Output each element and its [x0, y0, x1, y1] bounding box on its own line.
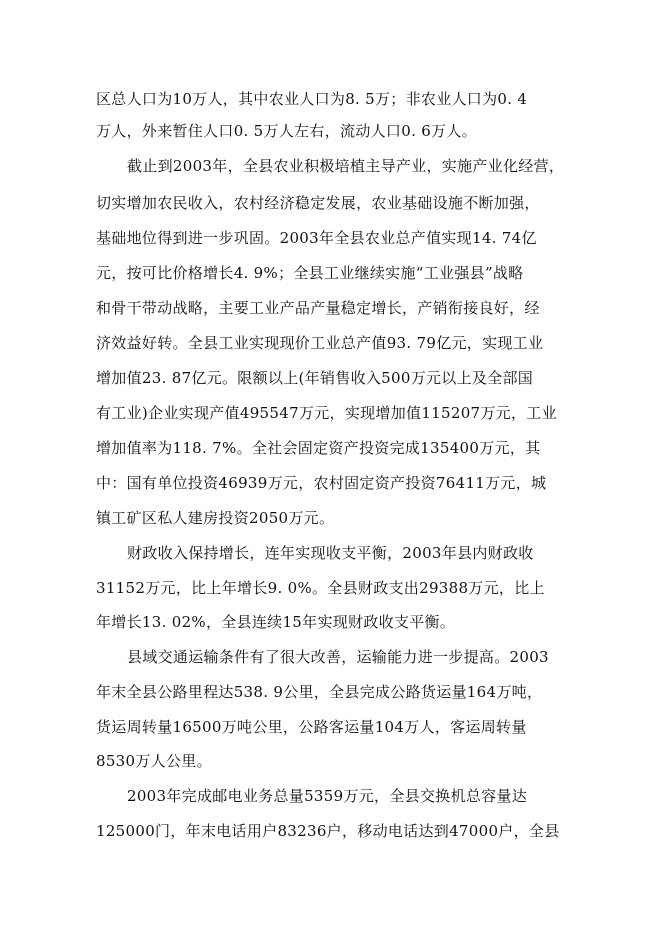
text-line: 区总人口为10万人，其中农业人口为8. 5万；非农业人口为0. 4 — [96, 90, 528, 108]
text-line: 济效益好转。全县工业实现现价工业总产值93. 79亿元，实现工业 — [96, 334, 544, 352]
text-line: 8530万人公里。 — [96, 752, 212, 770]
text-line: 货运周转量16500万吨公里，公路客运量104万人，客运周转量 — [96, 718, 527, 736]
text-line: 基础地位得到进一步巩固。2003年全县农业总产值实现14. 74亿 — [96, 229, 537, 247]
text-line: 切实增加农民收入，农村经济稳定发展，农业基础设施不断加强， — [96, 194, 540, 212]
text-line: 和骨干带动战略，主要工业产品产量稳定增长，产销衔接良好，经 — [96, 299, 540, 317]
text-line: 增加值23. 87亿元。限额以上(年销售收入500万元以上及全部国 — [96, 369, 534, 387]
text-line: 31152万元，比上年增长9. 0%。全县财政支出29388万元，比上 — [96, 579, 545, 597]
text-line: 有工业)企业实现产值495547万元，实现增加值115207万元，工业 — [96, 404, 557, 422]
text-line: 万人，外来暂住人口0. 5万人左右，流动人口0. 6万人。 — [96, 122, 477, 140]
paragraph-start-line: 截止到2003年，全县农业积极培植主导产业，实施产业化经营， — [127, 157, 565, 175]
text-line: 增加值率为118. 7%。全社会固定资产投资完成135400万元，其 — [96, 439, 541, 457]
text-line: 中：国有单位投资46939万元，农村固定资产投资76411万元，城 — [96, 474, 547, 492]
text-line: 元，按可比价格增长4. 9%；全县工业继续实施“工业强县”战略 — [96, 264, 524, 282]
paragraph-start-line: 2003年完成邮电业务总量5359万元，全县交换机总容量达 — [127, 787, 528, 805]
paragraph-start-line: 财政收入保持增长，连年实现收支平衡，2003年县内财政收 — [127, 544, 534, 562]
paragraph-start-line: 县域交通运输条件有了很大改善，运输能力进一步提高。2003 — [127, 648, 549, 666]
text-line: 125000门，年末电话用户83236户，移动电话达到47000户，全县 — [96, 822, 560, 840]
text-line: 年增长13. 02%，全县连续15年实现财政收支平衡。 — [96, 613, 456, 631]
text-line: 年末全县公路里程达538. 9公里，全县完成公路货运量164万吨， — [96, 683, 543, 701]
text-line: 镇工矿区私人建房投资2050万元。 — [96, 509, 335, 527]
